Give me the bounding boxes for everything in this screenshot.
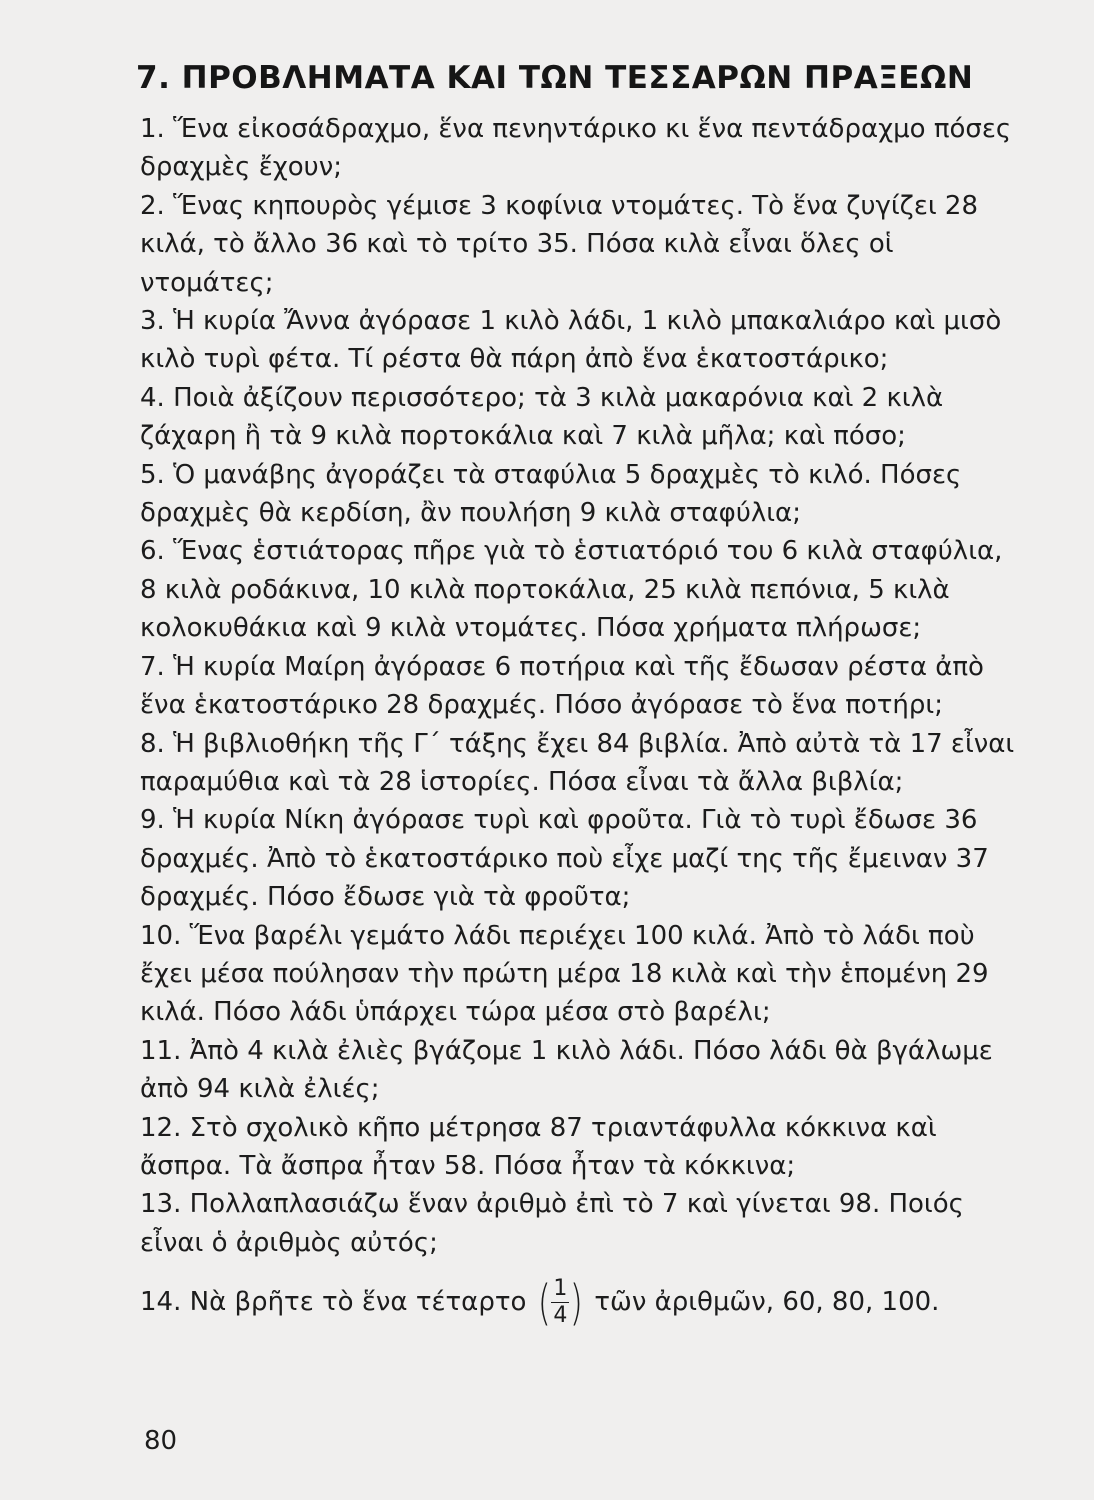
problem-13: 13. Πολλαπλασιάζω ἕναν ἀριθμὸ ἐπὶ τὸ 7 καὶ γίνεται 98. Ποιός εἶναι ὁ ἀριθμὸς αὐτός; [140,1189,964,1258]
problem-9: 9. Ἡ κυρία Νίκη ἀγόρασε τυρὶ καὶ φροῦτα. Γιὰ τὸ τυρὶ ἔδωσε 36 δραχμές. Ἀπὸ τὸ ἑκατοστάρικο ποὺ εἶχε μαζί της τῆς ἔμειναν 37 δραχμές. Πόσο ἔδωσε γιὰ τὰ φροῦτα; [140,805,989,913]
problem-14-text-after: τῶν ἀριθμῶν, 60, 80, 100. [594,1287,940,1318]
fraction-one-quarter [535,1274,586,1331]
page-number: 80 [144,1426,178,1456]
right-paren: ) [570,1274,584,1331]
section-heading: 7. ΠΡΟΒΛΗΜΑΤΑ ΚΑΙ ΤΩΝ ΤΕΣΣΑΡΩΝ ΠΡΑΞΕΩΝ [136,60,974,96]
problem-8: 8. Ἡ βιβλιοθήκη τῆς Γ΄ τάξης ἔχει 84 βιβλία. Ἀπὸ αὐτὰ τὰ 17 εἶναι παραμύθια καὶ τὰ 28 ἱστορίες. Πόσα εἶναι τὰ ἄλλα βιβλία; [140,728,1015,797]
fraction-numerator: 1 [553,1276,568,1302]
problem-12: 12. Στὸ σχολικὸ κῆπο μέτρησα 87 τριαντάφυλλα κόκκινα καὶ ἄσπρα. Τὰ ἄσπρα ἦταν 58. Πόσα ἦταν τὰ κόκκινα; [140,1112,937,1181]
problem-11: 11. Ἀπὸ 4 κιλὰ ἐλιὲς βγάζομε 1 κιλὸ λάδι. Πόσο λάδι θὰ βγάλωμε ἀπὸ 94 κιλὰ ἐλιές; [140,1035,993,1105]
fraction [551,1278,569,1327]
problem-6: 6. Ἕνας ἑστιάτορας πῆρε γιὰ τὸ ἑστιατόριό του 6 κιλὰ σταφύλια, 8 κιλὰ ροδάκινα, 10 κιλὰ πορτοκάλια, 25 κιλὰ πεπόνια, 5 κιλὰ κολοκυθάκια καὶ 9 κιλὰ ντομάτες. Πόσα χρήματα πλήρωσε; [140,536,1003,644]
problem-14-text-before: 14. Νὰ βρῆτε τὸ ἕνα τέταρτο [140,1287,527,1318]
problem-2: 2. Ἕνας κηπουρὸς γέμισε 3 κοφίνια ντομάτες. Τὸ ἕνα ζυγίζει 28 κιλά, τὸ ἄλλο 36 καὶ τὸ τρίτο 35. Πόσα κιλὰ εἶναι ὅλες οἱ ντομάτες; [140,190,979,298]
problem-3: 3. Ἡ κυρία Ἄννα ἀγόρασε 1 κιλὸ λάδι, 1 κιλὸ μπακαλιάρο καὶ μισὸ κιλὸ τυρὶ φέτα. Τί ρέστα θὰ πάρη ἀπὸ ἕνα ἑκατοστάρικο; [140,306,1002,375]
problem-14 [140,1274,1020,1331]
problem-list [140,110,1020,1331]
problem-4: 4. Ποιὰ ἀξίζουν περισσότερο; τὰ 3 κιλὰ μακαρόνια καὶ 2 κιλὰ ζάχαρη ἢ τὰ 9 κιλὰ πορτοκάλια καὶ 7 κιλὰ μῆλα; καὶ πόσο; [140,382,944,452]
problem-10: 10. Ἕνα βαρέλι γεμάτο λάδι περιέχει 100 κιλά. Ἀπὸ τὸ λάδι ποὺ ἔχει μέσα πούλησαν τὴν πρώτη μέρα 18 κιλὰ καὶ τὴν ἑπομένη 29 κιλά. Πόσο λάδι ὑπάρχει τώρα μέσα στὸ βαρέλι; [140,920,989,1028]
left-paren: ( [537,1274,551,1331]
problem-5: 5. Ὁ μανάβης ἀγοράζει τὰ σταφύλια 5 δραχμὲς τὸ κιλό. Πόσες δραχμὲς θὰ κερδίση, ἂν πουλήση 9 κιλὰ σταφύλια; [140,459,962,529]
fraction-denominator: 4 [553,1303,568,1329]
problem-7: 7. Ἡ κυρία Μαίρη ἀγόρασε 6 ποτήρια καὶ τῆς ἔδωσαν ρέστα ἀπὸ ἕνα ἑκατοστάρικο 28 δραχμές. Πόσο ἀγόρασε τὸ ἕνα ποτήρι; [140,651,984,721]
problem-1: 1. Ἕνα εἰκοσάδραχμο, ἕνα πενηντάρικο κι ἕνα πεντάδραχμο πόσες δραχμὲς ἔχουν; [140,114,1012,183]
